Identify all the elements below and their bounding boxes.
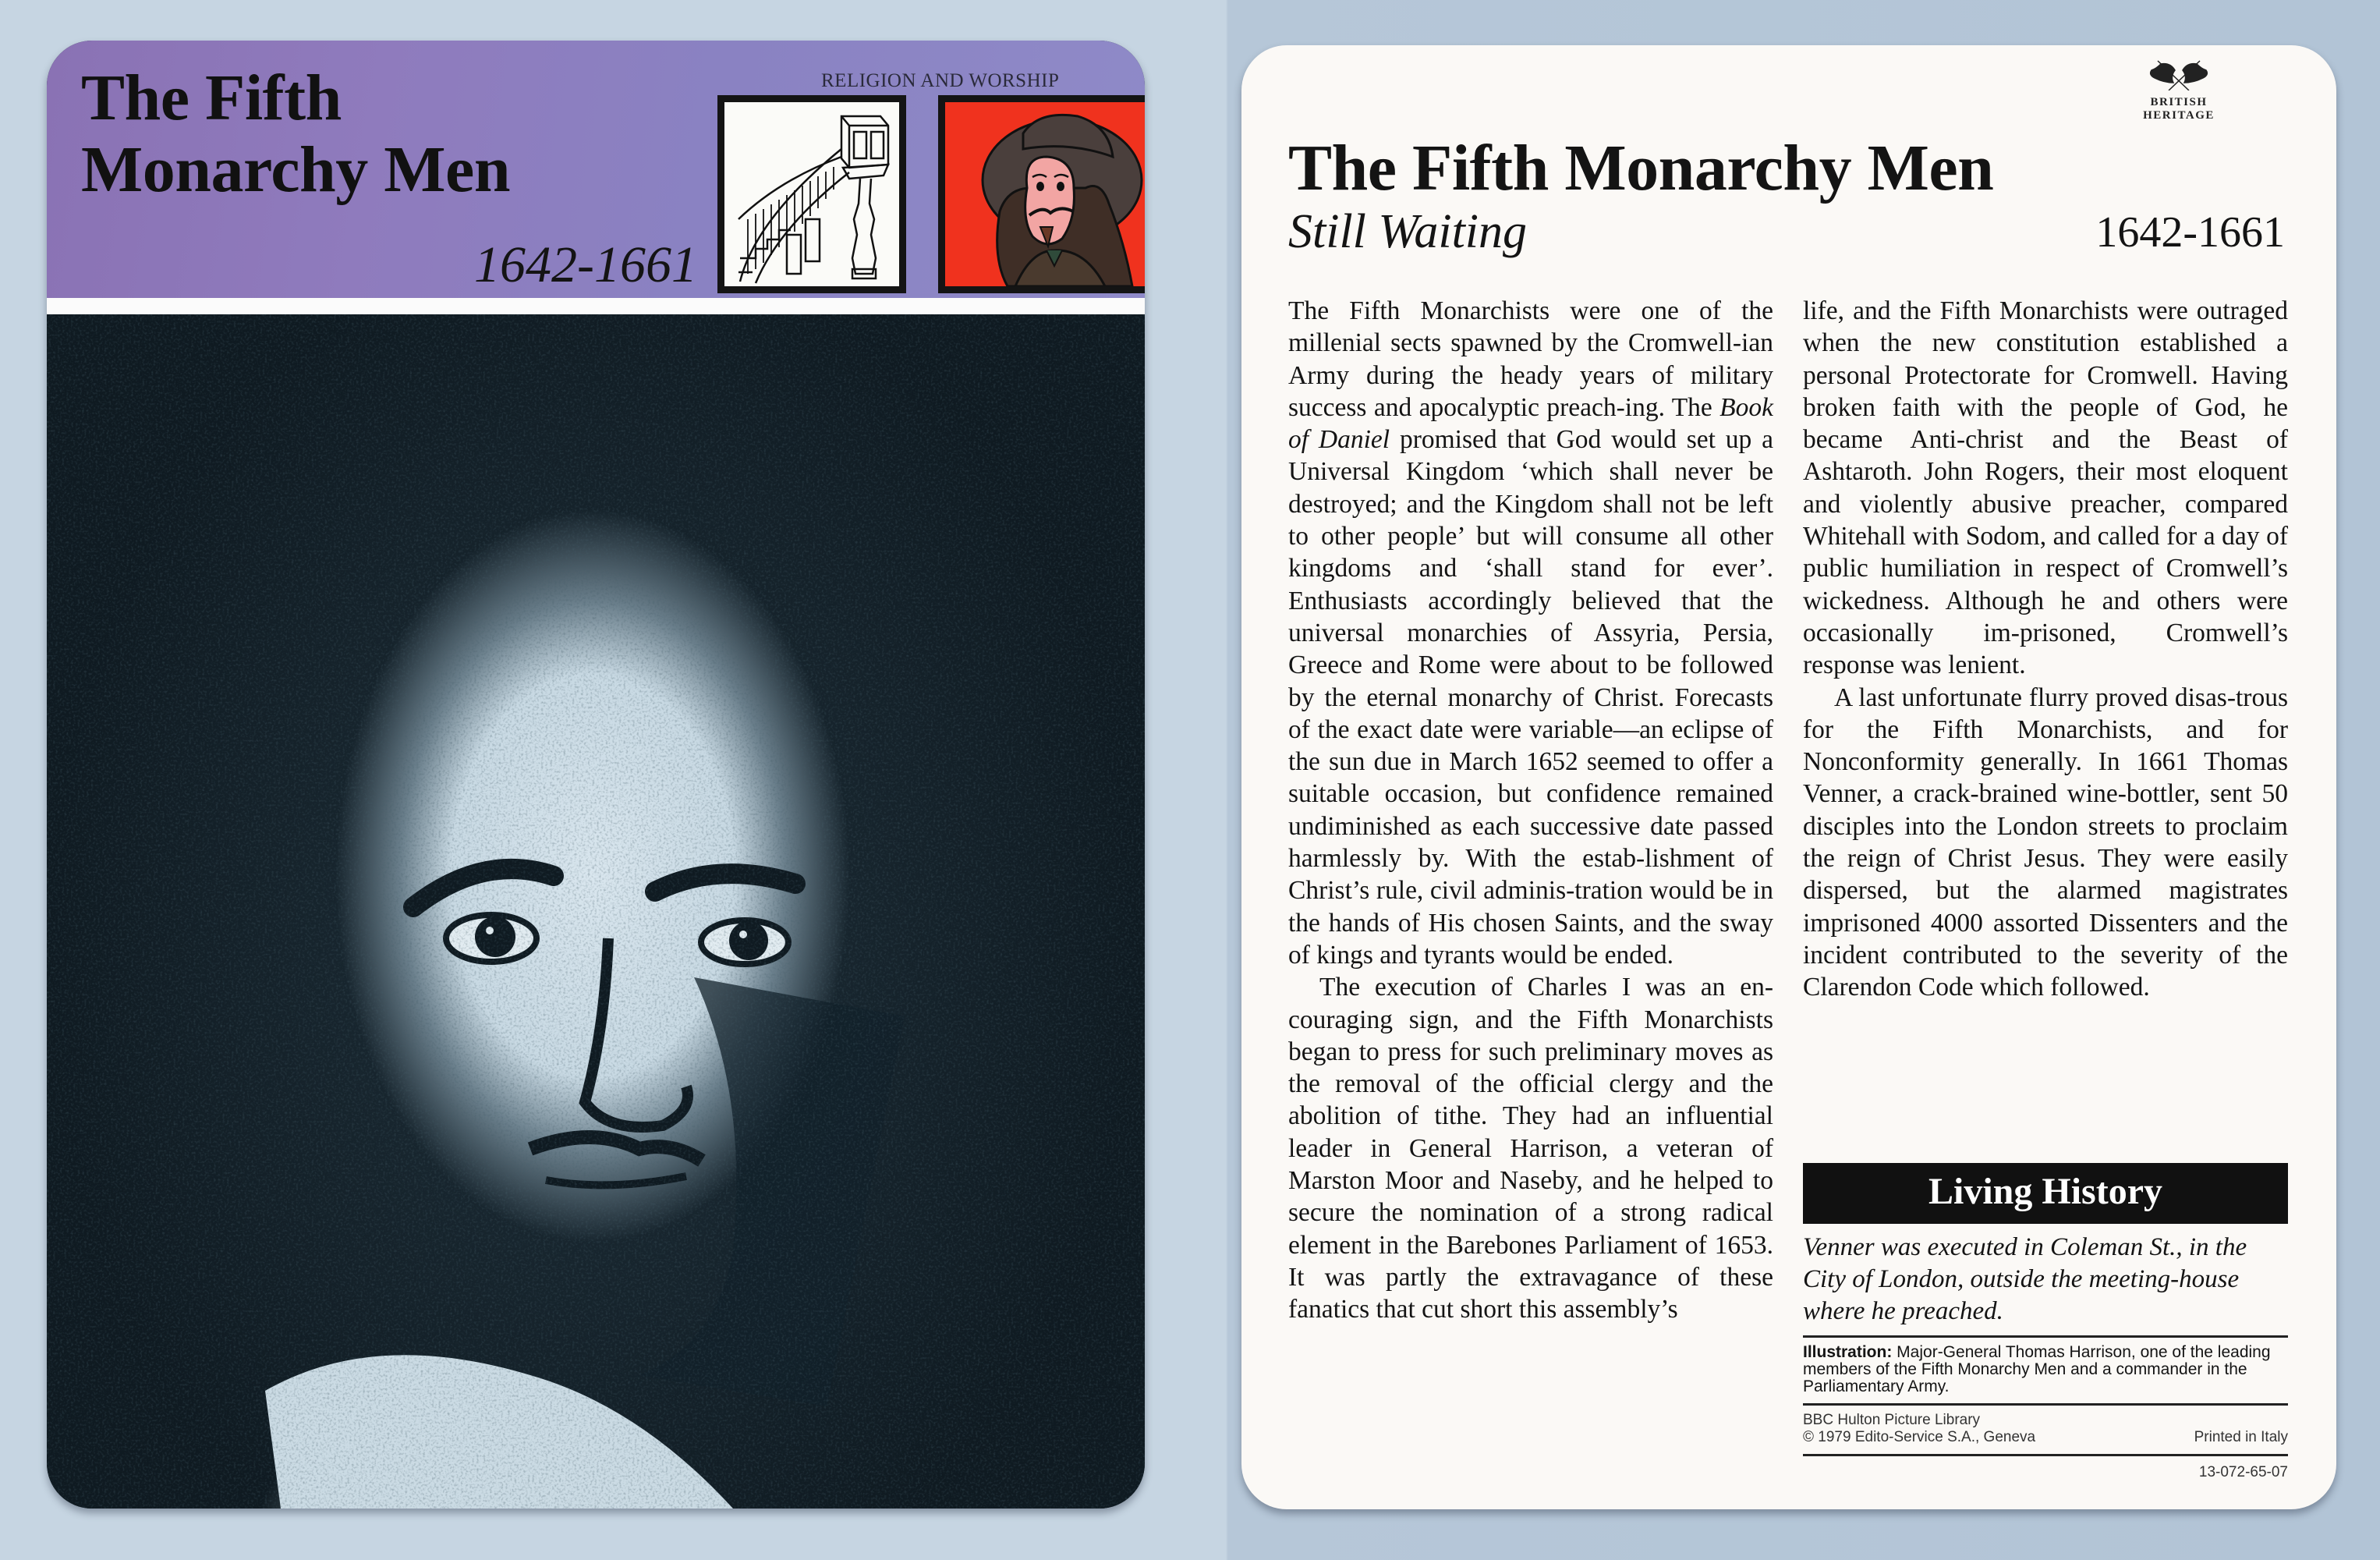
back-card <box>1241 45 2336 1509</box>
header-divider <box>47 298 1145 314</box>
front-dates: 1642-1661 <box>474 236 697 293</box>
picture-library: BBC Hulton Picture Library <box>1803 1412 1981 1428</box>
illustration-label: Illustration: <box>1803 1343 1893 1361</box>
card-code: 13-072-65-07 <box>2198 1464 2288 1480</box>
credits <box>1803 1412 2288 1446</box>
pulpit-icon <box>717 95 906 293</box>
living-history-heading: Living History <box>1803 1163 2288 1224</box>
pulpit-staircase-drawing <box>724 102 899 286</box>
illustration-text: Major-General Thomas Harrison, one of the leading members of the Fifth Monarchy Men and a commander in the Parliamentary Army. <box>1803 1343 2271 1395</box>
crossed-flags-icon <box>2144 59 2214 90</box>
divider <box>1803 1454 2288 1456</box>
category-label: RELIGION AND WORSHIP <box>821 70 1060 91</box>
front-title-line-2: Monarchy Men <box>81 133 511 206</box>
divider <box>1803 1335 2288 1338</box>
front-header <box>47 41 1145 298</box>
subtitle: Still Waiting <box>1288 205 1528 258</box>
paragraph-2-continued: life, and the Fifth Monarchists were outraged when the new constitution established a personal Protectorate for Cromwell. Having broken faith with the people of God, he became Anti-christ and the Beast of Ashtaroth. John Rogers, their most eloquent and violently abusive preacher, compared Whitehall with Sodom, and called for a day of public humiliation in respect of Cromwell’s wickedness. Although he and others were occasionally im-prisoned, Cromwell’s response was lenient. <box>1803 296 2288 680</box>
portrait-features <box>47 314 1145 1509</box>
front-card <box>47 41 1145 1509</box>
paragraph-2: The execution of Charles I was an en-couraging sign, and the Fifth Monarchists began to press for such preliminary moves as the removal of the official clergy and the abolition of tithe. They had an influential leader in General Harrison, a veteran of Marston Moor and Naseby, and he helped to secure the nomination of a strong radical element in the Barebones Parliament of 1653. It was partly the extravagance of these fanatics that cut short this assembly’s <box>1288 973 1773 1324</box>
paragraph-1: The Fifth Monarchists were one of the millenial sects spawned by the Cromwell-ian Army during the heady years of military success and apocalyptic preach-ing. The Book of Daniel promised that God would set up a Universal Kingdom ‘which shall never be destroyed; and the Kingdom shall not be left to other people’ but will consume all other kingdoms and ‘shall stand for ever’. Enthusiasts accordingly believed that the universal monarchies of Assyria, Persia, Greece and Rome were about to be followed by the eternal monarchy of Christ. Forecasts of the exact date were variable—an eclipse of the sun due in March 1652 seemed to offer a suitable occasion, but confidence remained undiminished as each successive date passed harmlessly by. With the estab-lishment of Christ’s rule, civil adminis-tration would be in the hands of His chosen Saints, and the sway of kings and tyrants would be ended. <box>1288 296 1774 970</box>
living-history-box <box>1803 1163 2288 1481</box>
printed-in: Printed in Italy <box>2194 1429 2288 1445</box>
copyright: © 1979 Edito-Service S.A., Geneva <box>1803 1429 2036 1445</box>
divider <box>1803 1403 2288 1406</box>
illustration-caption <box>1803 1344 2288 1395</box>
portrait-image <box>47 314 1145 1509</box>
book-of-daniel: Book of Daniel <box>1288 392 1773 455</box>
front-title-line-1: The Fifth <box>81 62 342 134</box>
body-column-left <box>1288 295 1773 1326</box>
british-heritage-logo <box>2128 59 2229 122</box>
cavalier-icon <box>938 95 1145 293</box>
body-column-right <box>1803 295 2288 1004</box>
living-history-text: Venner was executed in Coleman St., in the City of London, outside the meeting-house where he preached. <box>1803 1233 2247 1325</box>
front-title <box>81 62 510 206</box>
paragraph-3: A last unfortunate flurry proved disas-trous for the Fifth Monarchists, and for Nonconformity generally. In 1661 Thomas Venner, a crack-brained wine-bottler, sent 50 disciples into the London streets to proclaim the reign of Christ Jesus. They were easily dispersed, but the alarmed magistrates imprisoned 4000 assorted Dissenters and the incident contributed to the severity of the Clarendon Code which followed. <box>1803 682 2288 1002</box>
back-title: The Fifth Monarchy Men <box>1288 132 1994 204</box>
logo-text: BRITISH HERITAGE <box>2143 96 2215 122</box>
cavalier-drawing <box>945 102 1145 286</box>
back-dates: 1642-1661 <box>2095 208 2285 257</box>
